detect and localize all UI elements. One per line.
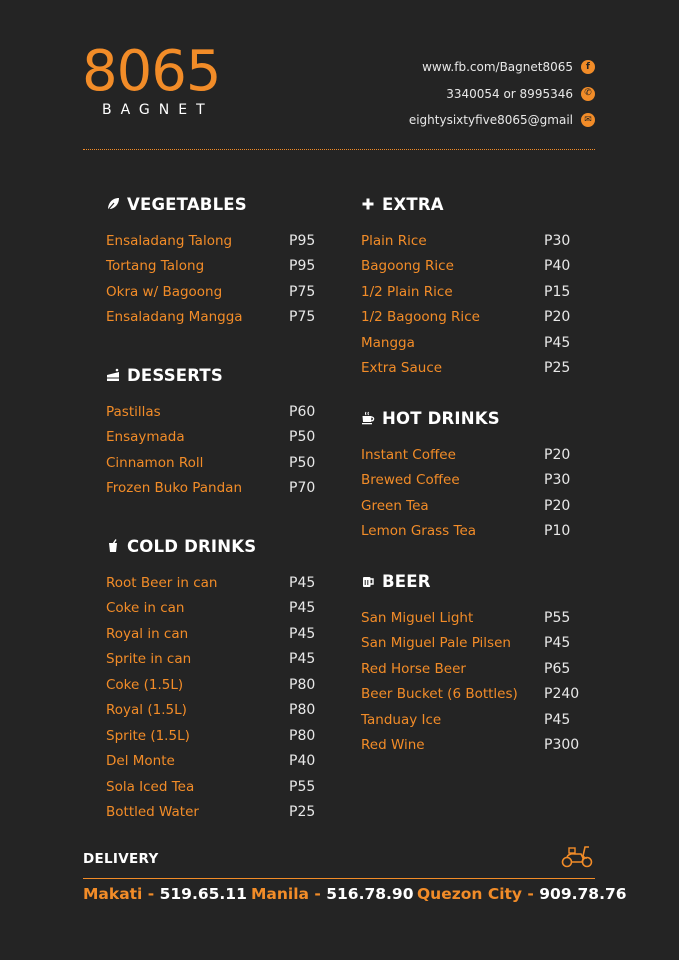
coffee-cup-icon [361, 411, 375, 425]
item-price: P240 [544, 686, 580, 703]
menu-item [106, 399, 316, 425]
menu-item [361, 254, 571, 280]
delivery-makati [83, 885, 247, 903]
item-name: Extra Sauce [361, 360, 443, 377]
item-price: P45 [289, 600, 316, 617]
section-vegetables-header [106, 193, 247, 215]
delivery-number: 519.65.11 [159, 885, 247, 903]
item-price: P75 [289, 283, 316, 300]
item-name: San Miguel Pale Pilsen [361, 635, 511, 652]
item-name: Coke in can [106, 600, 185, 617]
item-price: P25 [544, 360, 571, 377]
item-name: Royal (1.5L) [106, 702, 187, 719]
delivery-label: DELIVERY [83, 851, 159, 867]
item-name: Red Horse Beer [361, 660, 466, 677]
extra-list [361, 228, 571, 381]
item-name: Mangga [361, 334, 415, 351]
menu-item [361, 733, 580, 759]
item-name: Root Beer in can [106, 574, 218, 591]
item-name: Red Wine [361, 737, 425, 754]
item-name: Sprite in can [106, 651, 192, 668]
contact-facebook-text: www.fb.com/Bagnet8065 [422, 60, 573, 75]
item-name: Sprite (1.5L) [106, 727, 190, 744]
menu-item [361, 356, 571, 382]
menu-item [361, 442, 571, 468]
contact-facebook[interactable] [409, 54, 595, 81]
item-name: Del Monte [106, 753, 175, 770]
menu-item [106, 254, 316, 280]
item-price: P50 [289, 454, 316, 471]
section-vegetables-title: VEGETABLES [127, 194, 247, 214]
item-name: Sola Iced Tea [106, 778, 195, 795]
brand-logo [82, 39, 244, 118]
item-price: P300 [544, 737, 580, 754]
item-price: P25 [289, 804, 316, 821]
menu-item [106, 450, 316, 476]
delivery-city: Quezon City - [417, 885, 540, 903]
menu-item [361, 682, 580, 708]
item-name: Cinnamon Roll [106, 454, 204, 471]
menu-item [106, 698, 316, 724]
menu-item [361, 228, 571, 254]
section-cold-drinks-title: COLD DRINKS [127, 536, 257, 556]
item-price: P45 [544, 635, 571, 652]
hot-drinks-list [361, 442, 571, 544]
section-extra-header [361, 193, 480, 215]
menu-item [106, 774, 316, 800]
header-divider [83, 149, 595, 150]
item-price: P55 [289, 778, 316, 795]
contact-mail-text: eightysixtyfive8065@gmail [408, 113, 573, 128]
menu-item [106, 672, 316, 698]
item-name: Ensaladang Talong [106, 232, 233, 249]
facebook-icon: f [581, 60, 595, 74]
section-hot-drinks-title: HOT DRINKS [382, 408, 500, 428]
menu-item [106, 228, 316, 254]
section-hot-drinks-header [361, 407, 500, 429]
mail-icon: ✉ [581, 113, 595, 127]
item-price: P20 [544, 497, 571, 514]
menu-item [106, 425, 316, 451]
contact-info [409, 54, 595, 134]
menu-item [106, 723, 316, 749]
item-name: 1/2 Bagoong Rice [361, 309, 480, 326]
item-name: Okra w/ Bagoong [106, 283, 223, 300]
item-price: P60 [289, 403, 316, 420]
menu-item [106, 305, 316, 331]
item-name: Ensaladang Mangga [106, 309, 243, 326]
item-price: P80 [289, 702, 316, 719]
beer-list [361, 605, 580, 758]
section-desserts [106, 364, 316, 501]
cold-drink-icon [106, 539, 120, 553]
menu-item [106, 476, 316, 502]
item-price: P65 [544, 660, 571, 677]
menu-item [106, 647, 316, 673]
menu-item [106, 800, 316, 826]
item-price: P95 [289, 258, 316, 275]
menu-item [106, 749, 316, 775]
delivery-city: Makati - [83, 885, 160, 903]
menu-item [361, 305, 571, 331]
item-price: P30 [544, 472, 571, 489]
beer-mug-icon [361, 574, 375, 588]
item-price: P40 [544, 258, 571, 275]
item-name: Beer Bucket (6 Bottles) [361, 686, 518, 703]
section-beer-header [361, 570, 518, 592]
section-beer [361, 570, 580, 758]
item-price: P10 [544, 523, 571, 540]
menu-item [361, 279, 571, 305]
item-name: Brewed Coffee [361, 472, 460, 489]
item-name: Instant Coffee [361, 446, 456, 463]
leaf-icon [106, 197, 120, 211]
desserts-list [106, 399, 316, 501]
menu-item [361, 330, 571, 356]
item-price: P45 [289, 574, 316, 591]
contact-phone-text: 3340054 or 8995346 [446, 86, 573, 101]
cold-drinks-list [106, 570, 316, 825]
item-price: P20 [544, 446, 571, 463]
item-price: P55 [544, 609, 571, 626]
item-price: P70 [289, 480, 316, 497]
menu-item [361, 707, 571, 733]
item-name: Royal in can [106, 625, 189, 642]
item-price: P30 [544, 232, 571, 249]
item-price: P40 [289, 753, 316, 770]
scooter-icon [560, 844, 594, 868]
menu-item [106, 279, 316, 305]
menu-item [106, 570, 316, 596]
menu-item [106, 596, 316, 622]
delivery-manila [251, 885, 414, 903]
item-price: P45 [289, 651, 316, 668]
item-name: Plain Rice [361, 232, 427, 249]
brand-number: 8065 [82, 39, 221, 104]
plus-icon [361, 197, 375, 211]
item-name: Lemon Grass Tea [361, 523, 477, 540]
item-price: P75 [289, 309, 316, 326]
item-price: P20 [544, 309, 571, 326]
item-name: Pastillas [106, 403, 161, 420]
section-cold-drinks-header [106, 535, 256, 557]
item-price: P45 [289, 625, 316, 642]
delivery-divider [83, 878, 595, 879]
item-name: Green Tea [361, 497, 429, 514]
contact-mail[interactable] [409, 107, 595, 134]
item-price: P95 [289, 232, 316, 249]
item-name: Tanduay Ice [361, 711, 442, 728]
item-name: Ensaymada [106, 429, 185, 446]
section-extra [361, 193, 571, 381]
section-hot-drinks [361, 407, 571, 544]
item-price: P45 [544, 334, 571, 351]
section-vegetables [106, 193, 316, 330]
item-price: P80 [289, 676, 316, 693]
item-price: P50 [289, 429, 316, 446]
menu-item [106, 621, 316, 647]
item-name: 1/2 Plain Rice [361, 283, 453, 300]
item-price: P45 [544, 711, 571, 728]
cake-icon [106, 368, 120, 382]
delivery-number: 516.78.90 [326, 885, 414, 903]
menu-item [361, 468, 571, 494]
item-name: Coke (1.5L) [106, 676, 184, 693]
menu-item [361, 519, 571, 545]
menu-item [361, 493, 571, 519]
item-name: Frozen Buko Pandan [106, 480, 243, 497]
delivery-number: 909.78.76 [539, 885, 627, 903]
section-desserts-title: DESSERTS [127, 365, 223, 385]
section-desserts-header [106, 364, 242, 386]
item-price: P15 [544, 283, 571, 300]
section-beer-title: BEER [382, 571, 431, 591]
section-extra-title: EXTRA [382, 194, 444, 214]
item-name: Bagoong Rice [361, 258, 454, 275]
section-cold-drinks [106, 535, 316, 825]
item-name: San Miguel Light [361, 609, 474, 626]
contact-phone[interactable] [409, 81, 595, 108]
delivery-city: Manila - [251, 885, 327, 903]
menu-item [361, 605, 571, 631]
brand-word: BAGNET [102, 102, 214, 118]
item-name: Tortang Talong [106, 258, 205, 275]
delivery-quezon-city [417, 885, 627, 903]
vegetables-list [106, 228, 316, 330]
menu-item [361, 656, 571, 682]
item-price: P80 [289, 727, 316, 744]
menu-item [361, 631, 571, 657]
item-name: Bottled Water [106, 804, 199, 821]
phone-icon: ✆ [581, 87, 595, 101]
